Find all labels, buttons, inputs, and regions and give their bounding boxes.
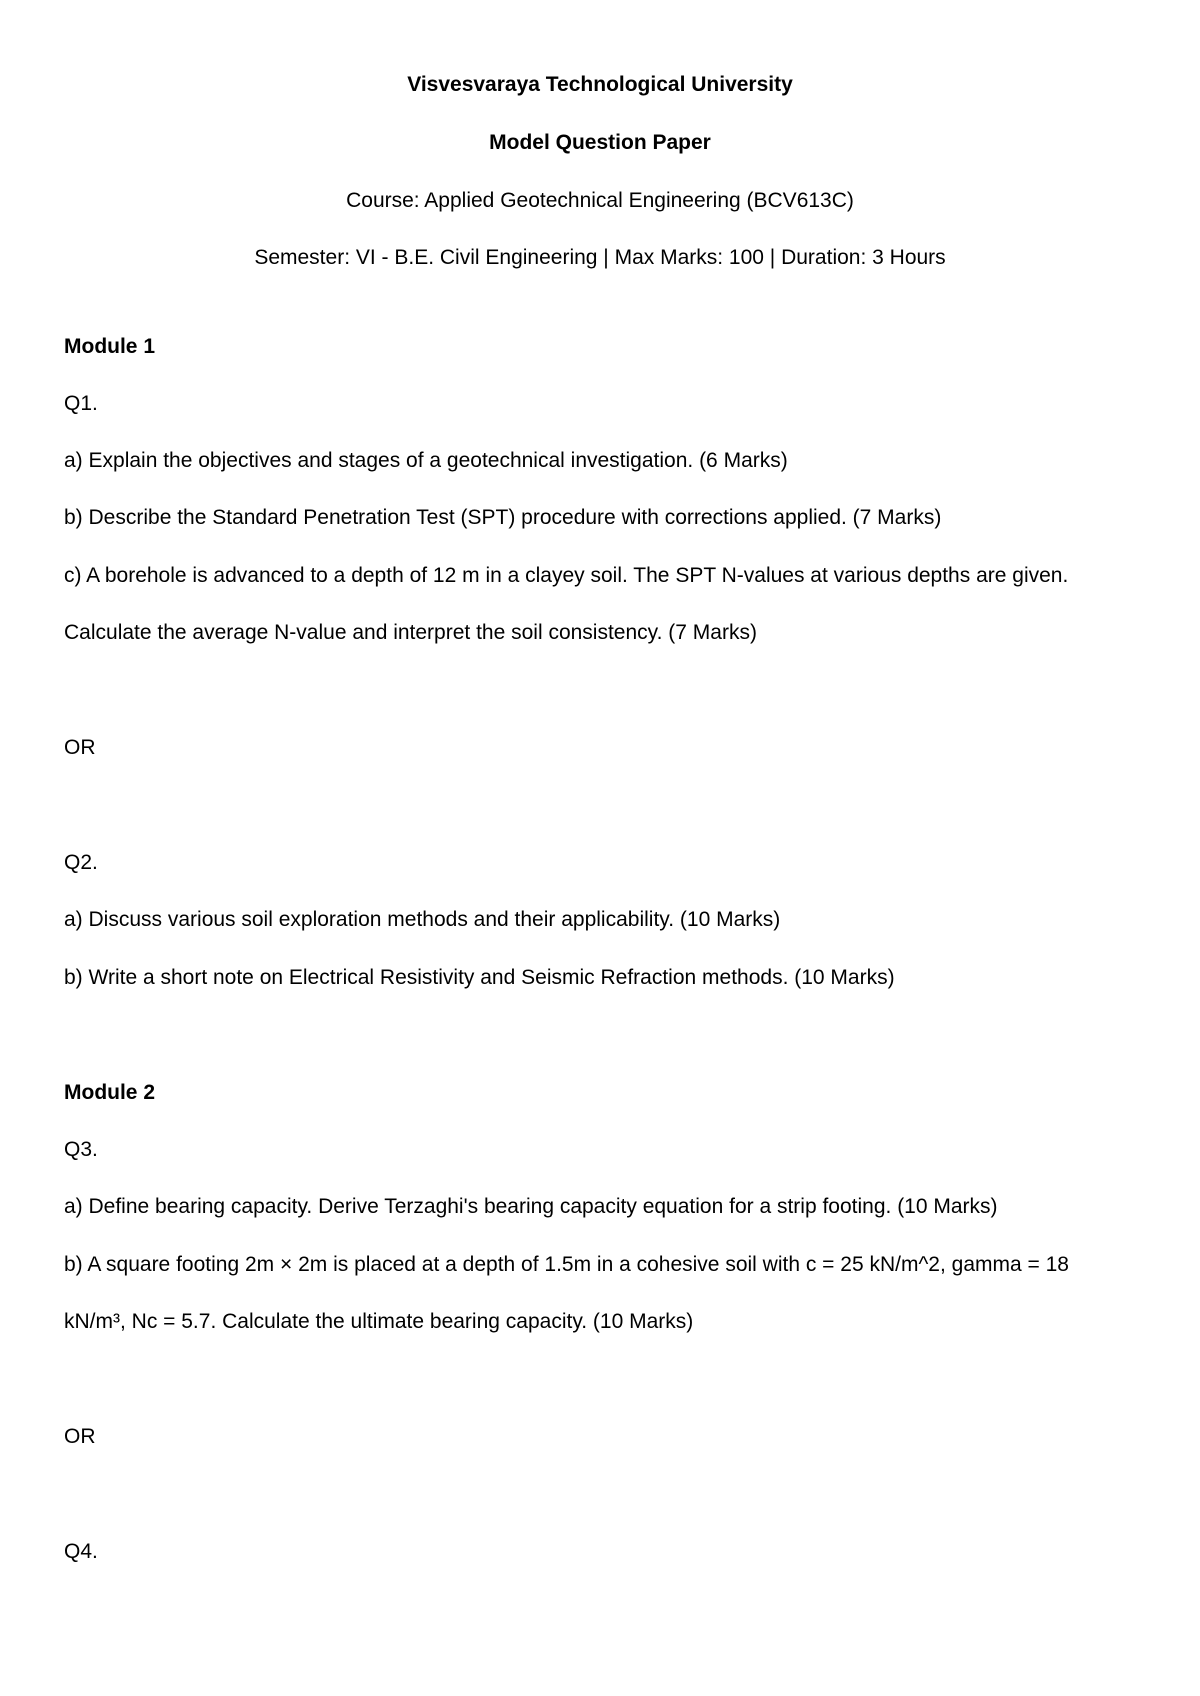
question-label-q2: Q2.: [64, 851, 98, 874]
university-title: Visvesvaraya Technological University: [407, 73, 793, 96]
q3-part-b-line-1: b) A square footing 2m × 2m is placed at a depth of 1.5m in a cohesive soil with c = 25 kN/m^2, gamma = 18: [64, 1253, 1069, 1276]
details-line: Semester: VI - B.E. Civil Engineering | Max Marks: 100 | Duration: 3 Hours: [254, 246, 946, 269]
q1-part-b: b) Describe the Standard Penetration Test (SPT) procedure with corrections applied. (7 Marks): [64, 506, 942, 529]
q3-part-b-line-2: kN/m³, Nc = 5.7. Calculate the ultimate bearing capacity. (10 Marks): [64, 1310, 694, 1333]
q1-part-a: a) Explain the objectives and stages of a geotechnical investigation. (6 Marks): [64, 449, 788, 472]
q1-part-c-line-1: c) A borehole is advanced to a depth of 12 m in a clayey soil. The SPT N-values at various depths are given.: [64, 564, 1069, 587]
question-label-q3: Q3.: [64, 1138, 98, 1161]
question-label-q1: Q1.: [64, 392, 98, 415]
paper-title: Model Question Paper: [489, 131, 711, 154]
course-line: Course: Applied Geotechnical Engineering (BCV613C): [346, 189, 854, 212]
or-divider-module-1: OR: [64, 736, 96, 759]
q2-part-b: b) Write a short note on Electrical Resistivity and Seismic Refraction methods. (10 Marks): [64, 966, 895, 989]
q1-part-c-line-2: Calculate the average N-value and interpret the soil consistency. (7 Marks): [64, 621, 757, 644]
q3-part-a: a) Define bearing capacity. Derive Terzaghi's bearing capacity equation for a strip footing. (10 Marks): [64, 1195, 998, 1218]
question-label-q4: Q4.: [64, 1540, 98, 1563]
q2-part-a: a) Discuss various soil exploration methods and their applicability. (10 Marks): [64, 908, 781, 931]
module-2-heading: Module 2: [64, 1081, 156, 1104]
module-1-heading: Module 1: [64, 335, 156, 358]
or-divider-module-2: OR: [64, 1425, 96, 1448]
